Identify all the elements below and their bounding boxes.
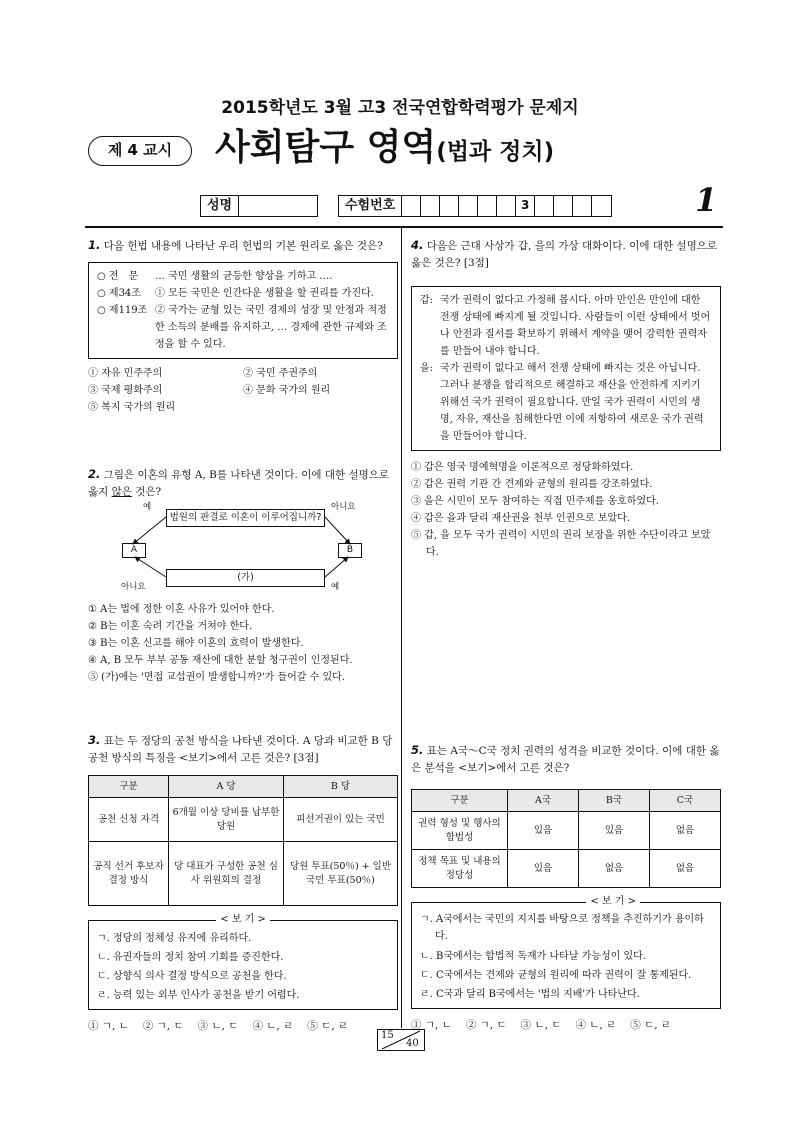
choice-5[interactable]: ⑤ ㄷ, ㄹ	[630, 1019, 672, 1031]
table-header: B 당	[284, 776, 398, 798]
diagram-question-box: 법원의 판결로 이혼이 이루어집니까?	[166, 509, 325, 527]
diagram-yes-bottom: 예	[331, 582, 340, 592]
choice-4[interactable]: ④ 문화 국가의 원리	[243, 385, 331, 396]
page-current: 15	[381, 1030, 394, 1041]
bogi-item: ㄱ. A국에서는 국민의 지지를 바탕으로 정책을 추진하기가 용이하다.	[420, 914, 704, 942]
dialogue-box	[411, 286, 721, 451]
choice-4[interactable]: ④ ㄴ, ㄹ	[575, 1019, 617, 1031]
table-header: A국	[508, 790, 579, 812]
question-3	[88, 732, 398, 1034]
question-3-stem	[88, 732, 398, 767]
choice-1[interactable]: ① A는 법에 정한 이혼 사유가 있어야 한다.	[88, 604, 275, 615]
bogi-item: ㄴ. 유권자들의 정치 참여 기회를 증진한다.	[97, 952, 284, 963]
statement-gap: 갑: 국가 권력이 없다고 가정해 봅시다. 아마 만인은 만인에 대한 전쟁 상태에 빠지게 될 것입니다. 사람들이 이런 상태에서 벗어나 안전과 질서를 확보하기 위해서 계약을 맺어 강력한 권력자를 만들어 내야 합니다.	[420, 295, 711, 357]
exam-number-cell	[573, 196, 592, 216]
table-row: 공천 신청 자격 6개월 이상 당비를 납부한 당원 피선거권이 있는 국민	[89, 798, 398, 842]
question-1-stem	[88, 237, 398, 255]
diagram-no-top: 아니요	[331, 502, 356, 512]
article-row: ○ 제119조 ② 국가는 균형 있는 국민 경제의 성장 및 안정과 적정한 소득의 분배를 유지하고, … 경제에 관한 규제와 조정을 할 수 있다.	[97, 305, 387, 350]
constitution-box	[88, 262, 398, 359]
question-2-stem: 2. 그림은 이혼의 유형 A, B를 나타낸 것이다. 이에 대한 설명으로 옳지 않은 것은?	[88, 467, 390, 498]
choice-2[interactable]: ② 갑은 권력 기관 간 견제와 균형의 원리를 강조하였다.	[411, 479, 653, 490]
table-header: 구분	[89, 776, 169, 798]
bogi-item: ㄹ. C국과 달리 B국에서는 '법의 지배'가 나타난다.	[420, 989, 640, 1000]
question-1-text: 다음 헌법 내용에 나타난 우리 헌법의 기본 원리로 옳은 것은?	[103, 240, 383, 252]
question-2-choices	[88, 601, 398, 686]
bogi-title: < 보 기 >	[586, 896, 640, 907]
column-divider	[401, 228, 402, 1028]
party-table	[88, 775, 398, 906]
name-box	[200, 195, 318, 217]
name-label: 성명	[201, 196, 239, 216]
exam-number-cell	[402, 196, 421, 216]
exam-number-cell	[497, 196, 516, 216]
table-header-row	[89, 776, 398, 798]
choice-4[interactable]: ④ A, B 모두 부부 공동 재산에 대한 분할 청구권이 인정된다.	[88, 655, 353, 666]
exam-number-cells	[402, 196, 611, 216]
choice-3[interactable]: ③ B는 이혼 신고를 해야 이혼의 효력이 발생한다.	[88, 638, 304, 649]
question-2	[88, 466, 398, 686]
table-header: A 당	[169, 776, 284, 798]
choice-2[interactable]: ② ㄱ, ㄷ	[465, 1019, 507, 1031]
bogi-item: ㄷ. C국에서는 견제와 균형의 원리에 따라 권력이 잘 통제된다.	[420, 970, 692, 981]
article-row: ○ 전 문 … 국민 생활의 균등한 향상을 기하고 ….	[97, 271, 333, 282]
period-badge: 제 4 교시	[88, 136, 192, 166]
table-row: 공직 선거 후보자 결정 방식 당 대표가 구성한 공천 심사 위원회의 결정 당원 투표(50％) + 일반 국민 투표(50％)	[89, 842, 398, 906]
exam-number-cell	[421, 196, 440, 216]
question-3-number: 3.	[88, 733, 101, 747]
choice-3[interactable]: ③ ㄴ, ㄷ	[197, 1020, 239, 1032]
choice-3[interactable]: ③ 국제 평화주의	[88, 385, 163, 396]
exam-number-cell	[592, 196, 611, 216]
choice-1[interactable]: ① 갑은 영국 명예혁명을 이론적으로 정당화하였다.	[411, 462, 634, 473]
question-2-number: 2.	[88, 467, 101, 481]
choice-2[interactable]: ② ㄱ, ㄷ	[142, 1020, 184, 1032]
page-number: 1	[695, 181, 718, 219]
exam-number-cell	[459, 196, 478, 216]
exam-title: 2015학년도 3월 고3 전국연합학력평가 문제지	[221, 98, 579, 118]
exam-number-cell: 3	[516, 196, 535, 216]
subject-sub: (법과 정치)	[436, 139, 555, 165]
table-header: C국	[650, 790, 721, 812]
choice-2[interactable]: ② 국민 주권주의	[243, 368, 318, 379]
choice-1[interactable]: ① ㄱ, ㄴ	[411, 1019, 452, 1031]
q3-bogi-box	[88, 914, 398, 1010]
table-header-row	[412, 790, 721, 812]
exam-number-box	[338, 195, 612, 217]
name-field	[239, 196, 317, 216]
question-5-text: 표는 A국～C국 정치 권력의 성격을 비교한 것이다. 이에 대한 옳은 분석을 <보기>에서 고른 것은?	[411, 745, 720, 774]
page-total: 40	[406, 1038, 419, 1049]
statement-eul: 을: 국가 권력이 없다고 해서 전쟁 상태에 빠지는 것은 아닙니다. 그러나 분쟁을 합리적으로 해결하고 재산을 안전하게 지키기 위해선 국가 권력이 필요합니다. 만일 국가 권력이 시민의 생명, 자유, 재산을 침해한다면 이에 저항하여 새로운 국가 권력을 만들어야 합니다.	[420, 363, 704, 442]
question-1	[88, 237, 398, 416]
diagram-yes-top: 예	[143, 502, 152, 512]
question-3-text: 표는 두 정당의 공천 방식을 나타낸 것이다. A 당과 비교한 B 당 공천 방식의 특징을 <보기>에서 고른 것은? [3점]	[88, 735, 393, 764]
exam-number-cell	[478, 196, 497, 216]
question-5	[411, 742, 721, 1033]
page-fraction	[377, 1029, 425, 1051]
diagram-node-a: A	[122, 543, 146, 558]
diagram-placeholder-box: (가)	[166, 569, 325, 587]
exam-number-label: 수험번호	[339, 196, 402, 216]
question-4-choices	[411, 459, 721, 561]
choice-3[interactable]: ③ ㄴ, ㄷ	[520, 1019, 562, 1031]
question-5-stem	[411, 742, 721, 777]
choice-3[interactable]: ③ 을은 시민이 모두 참여하는 직접 민주제를 옹호하였다.	[411, 496, 659, 507]
underlined-not: 않은	[111, 486, 132, 498]
question-4-number: 4.	[411, 238, 424, 252]
article-row: ○ 제34조 ① 모든 국민은 인간다운 생활을 할 권리를 가진다.	[97, 288, 374, 299]
table-header: 구분	[412, 790, 508, 812]
question-5-choices	[411, 1017, 721, 1033]
q5-bogi-box	[411, 896, 721, 1009]
subject-title	[215, 126, 554, 174]
choice-5[interactable]: ⑤ 갑, 을 모두 국가 권력이 시민의 권리 보장을 위한 수단이라고 보았다.	[411, 530, 711, 558]
choice-5[interactable]: ⑤ 복지 국가의 원리	[88, 402, 176, 413]
power-table	[411, 789, 721, 888]
choice-5[interactable]: ⑤ (가)에는 '면접 교섭권이 발생합니까?'가 들어갈 수 있다.	[88, 672, 345, 683]
subject-main: 사회탐구 영역	[215, 127, 437, 168]
table-header: B국	[579, 790, 650, 812]
header-rule	[85, 226, 723, 228]
bogi-item: ㄴ. B국에서는 합법적 독재가 나타날 가능성이 있다.	[420, 951, 646, 962]
question-4	[411, 237, 721, 561]
question-3-choices	[88, 1018, 398, 1034]
table-row: 정책 목표 및 내용의 정당성 있음 없음 없음	[412, 850, 721, 888]
question-1-number: 1.	[88, 238, 101, 252]
question-1-choices	[88, 365, 398, 416]
diagram-no-bottom: 아니요	[121, 582, 146, 592]
diagram-node-b: B	[338, 543, 362, 558]
choice-5[interactable]: ⑤ ㄷ, ㄹ	[307, 1020, 349, 1032]
bogi-title: < 보 기 >	[216, 914, 270, 925]
bogi-item: ㄷ. 상향식 의사 결정 방식으로 공천을 한다.	[97, 971, 287, 982]
choice-4[interactable]: ④ 갑은 을과 달리 재산권을 천부 인권으로 보았다.	[411, 513, 630, 524]
exam-number-cell	[535, 196, 554, 216]
bogi-item: ㄹ. 능력 있는 외부 인사가 공천을 받기 어렵다.	[97, 990, 300, 1001]
table-row: 권력 형성 및 행사의 합법성 있음 있음 없음	[412, 812, 721, 850]
divorce-diagram	[88, 502, 388, 592]
choice-1[interactable]: ① 자유 민주주의	[88, 368, 163, 379]
exam-number-cell	[440, 196, 459, 216]
question-4-text: 다음은 근대 사상가 갑, 을의 가상 대화이다. 이에 대한 설명으로 옳은 것은? [3점]	[411, 240, 718, 269]
choice-1[interactable]: ① ㄱ, ㄴ	[88, 1020, 129, 1032]
choice-4[interactable]: ④ ㄴ, ㄹ	[252, 1020, 294, 1032]
question-5-number: 5.	[411, 743, 424, 757]
question-4-stem	[411, 237, 721, 272]
bogi-item: ㄱ. 정당의 정체성 유지에 유리하다.	[97, 933, 252, 944]
choice-2[interactable]: ② B는 이혼 숙려 기간을 거쳐야 한다.	[88, 621, 253, 632]
exam-number-cell	[554, 196, 573, 216]
